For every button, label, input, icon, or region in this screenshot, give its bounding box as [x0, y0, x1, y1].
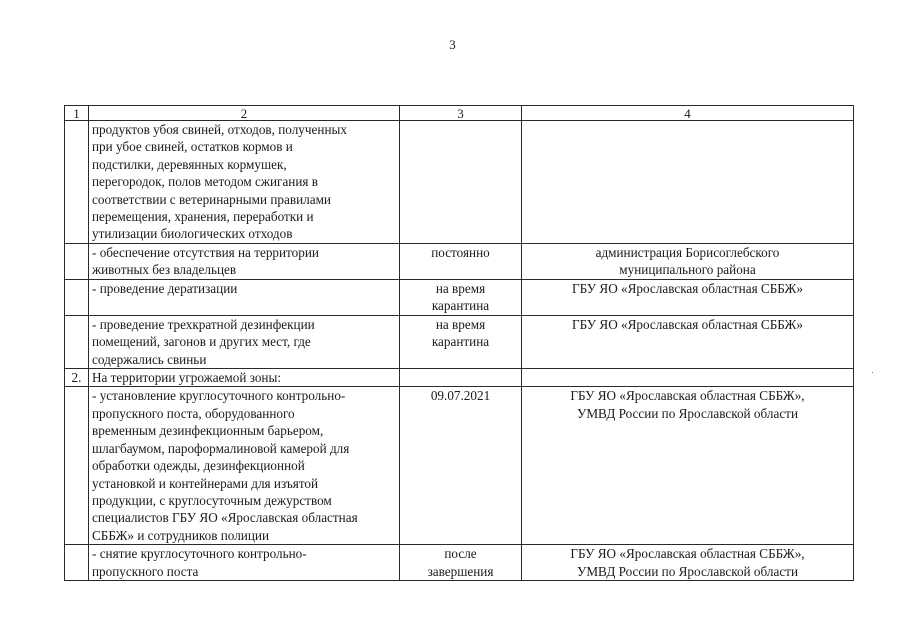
responsible-cell: ГБУ ЯО «Ярославская областная СББЖ» [522, 315, 854, 368]
table-header-row [65, 106, 854, 121]
term-cell: постоянно [400, 243, 522, 279]
header-cell-4: 4 [522, 106, 854, 121]
term-cell [400, 121, 522, 244]
table-row [65, 279, 854, 315]
measure-cell: - проведение трехкратной дезинфекции помещений, загонов и других мест, где содержались свиньи [89, 315, 400, 368]
term-cell: после завершения [400, 545, 522, 581]
responsible-cell: ГБУ ЯО «Ярославская областная СББЖ», УМВД России по Ярославской области [522, 387, 854, 545]
row-number-cell [65, 243, 89, 279]
responsible-cell [522, 369, 854, 387]
header-cell-2: 2 [89, 106, 400, 121]
header-cell-3: 3 [400, 106, 522, 121]
row-number-cell [65, 279, 89, 315]
page-number: 3 [449, 37, 456, 52]
table-row [65, 315, 854, 368]
scan-speck [872, 372, 873, 373]
measure-cell: продуктов убоя свиней, отходов, полученных при убое свиней, остатков кормов и подстилки, деревянных кормушек, перегородок, полов методом сжигания в соответствии с ветеринарными правилами перемещения, хранения, переработки и утилизации биологических отходов [89, 121, 400, 244]
table-row [65, 387, 854, 545]
responsible-cell: администрация Борисоглебского муниципального района [522, 243, 854, 279]
term-cell: 09.07.2021 [400, 387, 522, 545]
term-cell: на время карантина [400, 315, 522, 368]
row-number-cell [65, 121, 89, 244]
row-number-cell [65, 545, 89, 581]
section-heading-cell: На территории угрожаемой зоны: [89, 369, 400, 387]
responsible-cell: ГБУ ЯО «Ярославская областная СББЖ» [522, 279, 854, 315]
table-row [65, 121, 854, 244]
measure-cell: - проведение дератизации [89, 279, 400, 315]
measure-cell: - снятие круглосуточного контрольно- пропускного поста [89, 545, 400, 581]
header-cell-1: 1 [65, 106, 89, 121]
table-row [65, 369, 854, 387]
measure-cell: - обеспечение отсутствия на территории животных без владельцев [89, 243, 400, 279]
term-cell [400, 369, 522, 387]
table-row [65, 243, 854, 279]
table-row [65, 545, 854, 581]
responsible-cell: ГБУ ЯО «Ярославская областная СББЖ», УМВД России по Ярославской области [522, 545, 854, 581]
measure-cell: - установление круглосуточного контрольно- пропускного поста, оборудованного временным дезинфекционным барьером, шлагбаумом, пароформалиновой камерой для обработки одежды, дезинфекционной установкой и контейнерами для изъятой продукции, с круглосуточным дежурством специалистов ГБУ ЯО «Ярославская областная СББЖ» и сотрудников полиции [89, 387, 400, 545]
term-cell: на время карантина [400, 279, 522, 315]
row-number-cell: 2. [65, 369, 89, 387]
row-number-cell [65, 387, 89, 545]
responsible-cell [522, 121, 854, 244]
measures-table [64, 105, 854, 581]
row-number-cell [65, 315, 89, 368]
